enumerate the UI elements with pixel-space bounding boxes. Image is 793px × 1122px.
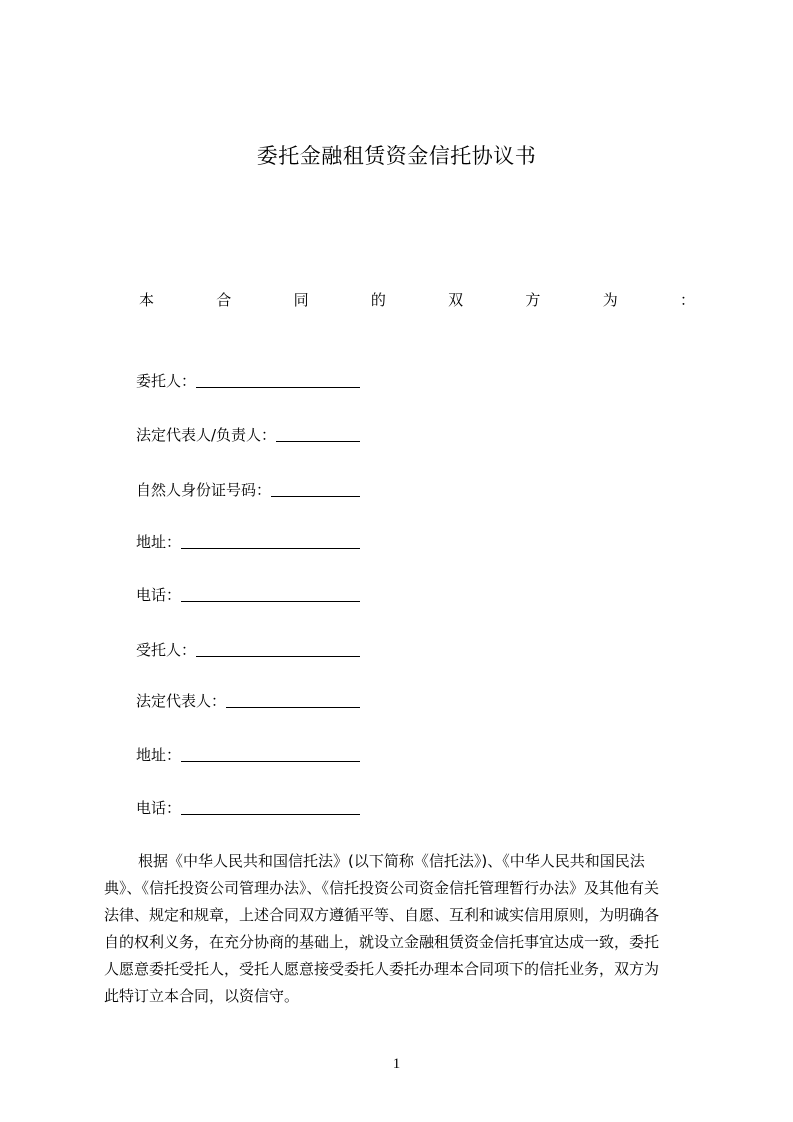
- field-label: 地址：: [136, 533, 182, 551]
- blank-line[interactable]: [196, 373, 360, 388]
- field-label: 自然人身份证号码：: [136, 481, 272, 499]
- paragraph-line: 典》、《信托投资公司管理办法》、《信托投资公司资金信托管理暂行办法》及其他有关: [104, 879, 660, 897]
- field-label: 地址：: [136, 746, 182, 764]
- trustee-address-field: [136, 745, 366, 765]
- paragraph-line: 根据《中华人民共和国信托法》(以下简称《信托法》)、《中华人民共和国民法: [138, 852, 645, 870]
- parties-heading-char: 为: [602, 291, 618, 309]
- blank-line[interactable]: [271, 482, 360, 497]
- paragraph-line: 法律、规定和规章，上述合同双方遵循平等、自愿、互利和诚实信用原则，为明确各: [104, 906, 660, 924]
- field-label: 受托人：: [136, 641, 197, 659]
- field-label: 法定代表人：: [136, 692, 227, 710]
- blank-line[interactable]: [181, 747, 360, 762]
- parties-heading: [139, 289, 695, 310]
- trustee-legal-rep-field: [136, 691, 366, 711]
- trustor-phone-field: [136, 585, 366, 605]
- trustor-field: [136, 371, 366, 391]
- paragraph-line: 自的权利义务，在充分协商的基础上，就设立金融租赁资金信托事宜达成一致，委托: [104, 933, 660, 951]
- parties-heading-char: 合: [216, 291, 232, 309]
- trustee-phone-field: [136, 798, 366, 818]
- field-label: 电话：: [136, 799, 182, 817]
- blank-line[interactable]: [276, 427, 360, 442]
- parties-heading-char: 的: [370, 291, 386, 309]
- parties-heading-char: ：: [679, 291, 695, 309]
- parties-heading-char: 方: [525, 291, 541, 309]
- field-label: 电话：: [136, 586, 182, 604]
- parties-heading-char: 双: [448, 291, 464, 309]
- document-title: 委托金融租赁资金信托协议书: [256, 144, 537, 168]
- field-label: 委托人：: [136, 372, 197, 390]
- blank-line[interactable]: [181, 534, 360, 549]
- paragraph-line: 人愿意委托受托人，受托人愿意接受委托人委托办理本合同项下的信托业务，双方为: [104, 960, 660, 978]
- page-number: 1: [392, 1056, 401, 1072]
- trustee-field: [136, 640, 366, 660]
- field-label: 法定代表人/负责人：: [136, 426, 277, 444]
- blank-line[interactable]: [181, 800, 360, 815]
- trustor-legal-rep-field: [136, 425, 366, 445]
- id-number-field: [136, 480, 366, 500]
- blank-line[interactable]: [196, 642, 360, 657]
- blank-line[interactable]: [226, 693, 360, 708]
- paragraph-line: 此特订立本合同，以资信守。: [104, 987, 300, 1005]
- blank-line[interactable]: [181, 587, 360, 602]
- parties-heading-char: 同: [293, 291, 309, 309]
- preamble-paragraph: [104, 848, 699, 1010]
- trustor-address-field: [136, 532, 366, 552]
- parties-heading-char: 本: [139, 291, 155, 309]
